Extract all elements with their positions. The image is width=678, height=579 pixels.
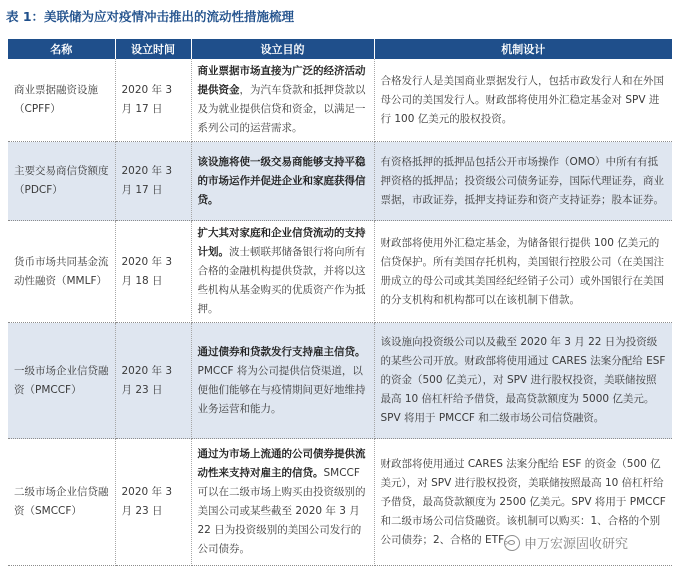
header-row [8,39,672,59]
purpose-text: SMCCF 可以在二级市场上购买由投资级别的美国公司或某些截至 2020 年 3 月 22 日为投资级别的美国公司发行的公司债券。 [197,467,366,555]
purpose-bold: 通过为市场上流通的公司债券提供流动性来支持对雇主的信贷。 [197,448,366,479]
purpose-bold: 扩大其对家庭和企业信贷流动的支持计划。 [197,227,366,258]
setup-purpose [191,142,374,221]
setup-date: 2020 年 3 月 23 日 [115,439,191,566]
table-row [8,59,672,142]
setup-purpose [191,221,374,323]
facility-name: 二级市场企业信贷融资（SMCCF） [8,439,115,566]
wechat-icon [504,535,520,551]
purpose-bold: 该设施将使一级交易商能够支持平稳的市场运作并促进企业和家庭获得信贷。 [197,155,366,206]
purpose-bold: 通过债券和贷款发行支持雇主信贷。 [197,345,366,358]
header-purpose: 设立目的 [191,39,374,59]
header-mechanism: 机制设计 [374,39,672,59]
setup-purpose [191,323,374,439]
table-row [8,221,672,323]
setup-date: 2020 年 3 月 18 日 [115,221,191,323]
table-row [8,323,672,439]
facility-name: 主要交易商信贷额度（PDCF） [8,142,115,221]
purpose-text: PMCCF 将为公司提供信贷渠道，以便他们能够在与疫情期间更好地维持业务运营和能力。 [197,364,366,415]
setup-date: 2020 年 3 月 23 日 [115,323,191,439]
mechanism-design: 有资格抵押的抵押品包括公开市场操作（OMO）中所有有抵押资格的抵押品；投资级公司债务证券，国际代理证券，商业票据，市政证券，抵押支持证券和资产支持证券；股本证券。 [374,142,672,221]
setup-date: 2020 年 3 月 17 日 [115,59,191,142]
header-date: 设立时间 [115,39,191,59]
facility-name: 货币市场共同基金流动性融资（MMLF） [8,221,115,323]
mechanism-design: 合格发行人是美国商业票据发行人，包括市政发行人和在外国母公司的美国发行人。财政部将使用外汇稳定基金对 SPV 进行 100 亿美元的股权投资。 [374,59,672,142]
setup-purpose [191,59,374,142]
purpose-text: ，为汽车贷款和抵押贷款以及为就业提供信贷和资金，以满足一系列公司的运营需求。 [197,84,366,134]
watermark [504,533,628,552]
table-row [8,142,672,221]
watermark-text: 申万宏源固收研究 [524,537,629,552]
purpose-text: 波士顿联邦储备银行将向所有合格的金融机构提供贷款，并将以这些机构从基金购买的优质资产作为抵押。 [197,246,366,315]
setup-date: 2020 年 3 月 17 日 [115,142,191,221]
purpose-bold: 商业票据市场直接为广泛的经济活动提供资金 [197,65,366,96]
header-name: 名称 [8,39,115,59]
mechanism-design: 财政部将使用外汇稳定基金，为储备银行提供 100 亿美元的信贷保护。所有美国存托机构，美国银行控股公司（在美国注册成立的母公司或其美国经纪经销子公司）或外国银行在美国的分支机构和机构都可以在该机制下借款。 [374,221,672,323]
liquidity-measures-table [8,39,672,566]
table-title: 表 1：美联储为应对疫情冲击推出的流动性措施梳理 [6,9,295,24]
facility-name: 商业票据融资设施（CPFF） [8,59,115,142]
facility-name: 一级市场企业信贷融资（PMCCF） [8,323,115,439]
setup-purpose [191,439,374,566]
mechanism-design: 该设施向投资级公司以及截至 2020 年 3 月 22 日为投资级的某些公司开放。财政部将使用通过 CARES 法案分配给 ESF 的资金（500 亿美元），对 SPV 进行股权投资，美联储按照最高 10 倍杠杆给予借贷，最高贷款额度为 5000 亿美元。SPV 将用于 PMCCF 和二级市场公司信贷融资。 [374,323,672,439]
mechanism-design: 财政部将使用通过 CARES 法案分配给 ESF 的资金（500 亿美元），对 SPV 进行股权投资，美联储按照最高 10 倍杠杆给予借贷，最高贷款额度为 2500 亿美元。SPV 将用于 PMCCF 和二级市场公司信贷融资。该机制可以购买：1、合格的个别公司债券；2、合格的 ETF。 [374,439,672,566]
